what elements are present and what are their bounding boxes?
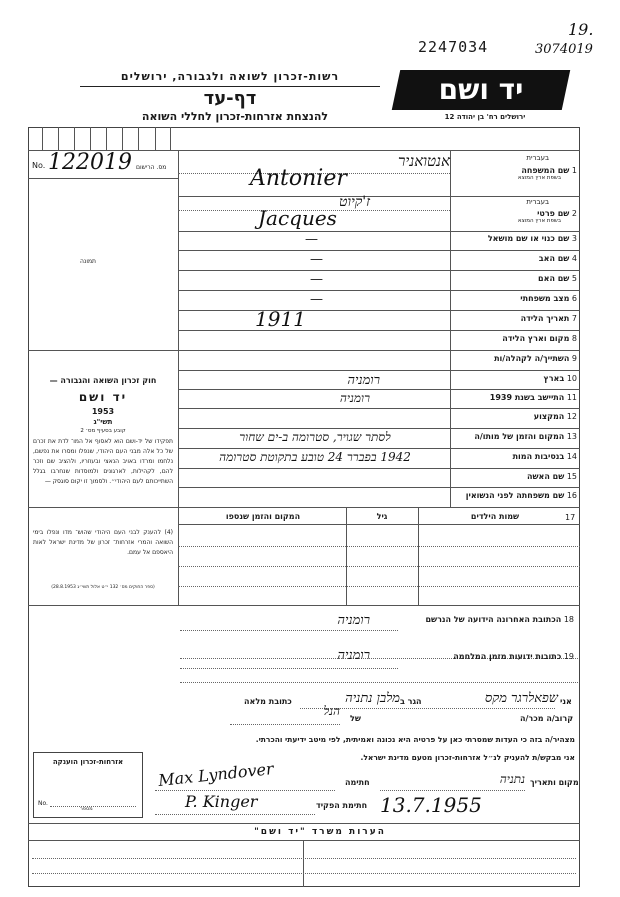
officer-signature-label: חתימת הפקיד: [316, 801, 368, 810]
field-7-label: [453, 314, 577, 323]
field-12-name: המקצוע: [533, 412, 565, 421]
law-text-2: (4) להענק לבני העם היהודי שהוש־ מדו ונפלו בימי השואה והמרי אזרחות־ זכרון של מדינת ישראל לאות היאספם אל עמם.: [33, 529, 173, 556]
field-3-name: שם כנוי או שם מושאל: [487, 234, 570, 243]
reg-no-label: No.: [32, 161, 46, 170]
officer-signature-value: P. Kinger: [185, 792, 258, 811]
field-9-name: השתייך/ה לקהלה/ות: [494, 354, 570, 363]
field-10-label: [453, 374, 577, 383]
field-1-sub: בשפת ארץ המוצא: [517, 175, 561, 181]
serial-number: 2247034: [418, 38, 489, 56]
children-col-place: המקום והזמן שנספו: [225, 512, 301, 521]
death-circumstances-value: 1942 בפברר 24 טובע בתקוטת סטרומה: [219, 450, 411, 464]
of-label: של: [350, 714, 361, 723]
law-year: 1953: [91, 407, 115, 416]
field-12-label: [453, 412, 577, 421]
relation-value: הנל: [323, 704, 340, 718]
field-18-num: 18: [563, 615, 574, 624]
form-title: דף-עד: [203, 88, 257, 109]
field-4-num: 4: [571, 254, 577, 263]
registration-number: 122019: [48, 150, 132, 175]
law-reference: (ספר החוקים מס׳ 132 י״ט אלול תשי״ג 28.8.1953): [51, 585, 155, 590]
authority-name: רשות-זכרון לשואה ולגבורה, ירושלים: [120, 70, 340, 83]
corner-number-top: 19.: [568, 20, 594, 39]
field-6-label: [453, 294, 577, 303]
request-text: אני מבקש/ת להעניק לנ״ל אזרחות-זכרון מטעם מדינת ישראל.: [360, 753, 575, 762]
surname-hebrew-value: אנטואניר: [398, 152, 450, 170]
field-5-num: 5: [571, 274, 577, 283]
field-1-label: [453, 154, 577, 181]
first-name-hebrew-value: ז'קיוט: [339, 194, 370, 210]
stamp-box-num-label: מספר: [80, 806, 93, 812]
field-13-num: 13: [566, 432, 577, 441]
field-8-name: מקום וארץ הלידה: [502, 334, 570, 343]
field-10-num: 10: [566, 374, 577, 383]
field-18-label: [360, 615, 574, 624]
field-19-label: [400, 652, 574, 661]
field-5-name: שם האם: [538, 274, 570, 283]
field-11-name: התיישב בשנת 1939: [489, 393, 565, 402]
law-title: חוק זכרון השואה והגבורה —: [49, 376, 157, 385]
place-date-label: מקום ותאריך: [530, 778, 579, 787]
reg-label: מס. הרישום: [136, 164, 167, 171]
marital-status-value: —: [310, 292, 323, 307]
field-19-num: 19: [563, 652, 574, 661]
field-16-label: [453, 491, 577, 500]
logo-address: ירושלים רח' בן יהודה 12: [444, 113, 526, 121]
signature-label: חתימה: [345, 778, 370, 787]
stamp-box-title: אזרחות-זכרון הוענקה: [52, 758, 124, 766]
children-col-age: גיל: [376, 512, 388, 521]
field-19-name: כתובות ידועות מזמן המלחמה: [453, 652, 562, 661]
relation-label: קרוב/ה מכר/ה: [520, 714, 574, 723]
field-13-label: [453, 432, 577, 441]
settled-1939-value: רומניה: [339, 391, 370, 405]
stamp-box-no: No.: [38, 800, 48, 807]
first-name-latin-value: Jacques: [258, 206, 337, 230]
field-3-num: 3: [571, 234, 577, 243]
field-13-name: המקום והזמן של מותו/ה: [474, 432, 565, 441]
photo-label: תמונה: [80, 258, 96, 265]
signature-value: Max Lyndover: [157, 759, 275, 790]
field-10-name: בארץ: [543, 374, 565, 383]
field-15-num: 15: [566, 472, 577, 481]
declarant-lives-label: הגר ב: [400, 697, 422, 706]
declarant-name-value: שפאלרגר מקס: [484, 691, 558, 706]
field-14-label: [453, 452, 577, 461]
field-1-name: שם המשפחה: [521, 166, 570, 175]
field-1-hebrew: בעברית: [526, 154, 549, 162]
field-11-label: [453, 393, 577, 402]
field-7-num: 7: [571, 314, 577, 323]
field-6-name: מצב משפחתי: [520, 294, 570, 303]
birth-date-value: 1911: [255, 307, 306, 331]
mother-name-value: —: [310, 272, 323, 287]
declarant-address-value: מלבן נתניה: [345, 691, 400, 706]
field-3-label: [453, 234, 577, 243]
law-hebyear: תשי"ג: [93, 418, 113, 426]
wartime-address-value: רומניה: [337, 648, 370, 663]
law-text-1: תפקידו של יד-ושם הוא לאסוף אל המו־ לדת את זכרם של כל אלה מבני העם היהודי, שנפלו ומסרו את נפשם, נלחמו ומרדו באויב הנאצי ובעוזריו, ולהציב שם וזכר להם, לקהילות, לארגונים ולמוסדות שנחרבו בגלל השתייכותם לעם היהודי״. ולסמוך זו יקוּם סוגסק —: [33, 438, 173, 485]
full-address-label: כתובת מלאה: [244, 697, 292, 706]
field-14-name: בנסיבות המות: [512, 452, 565, 461]
field-9-label: [453, 354, 577, 363]
field-4-label: [453, 254, 577, 263]
surname-latin-value: Antonier: [250, 166, 347, 191]
field-4-name: שם האב: [538, 254, 570, 263]
remarks-title: הערות משרד "יד ושם": [254, 827, 386, 837]
children-col-names: שמות הילדים: [470, 512, 520, 521]
field-2-sub: בשפת ארץ המוצא: [517, 218, 561, 224]
field-6-num: 6: [571, 294, 577, 303]
nickname-value: —: [305, 232, 318, 247]
field-2-name: שם פרטי: [537, 209, 570, 218]
father-name-value: —: [310, 252, 323, 267]
field-12-num: 12: [566, 412, 577, 421]
field-2-label: [453, 198, 577, 224]
field-1-num: 1: [571, 166, 577, 175]
law-section: קובע בסעיף מס׳ 2: [80, 428, 126, 434]
declaration-text: מצהיר/ה בזה כי העדות שמסרתי כאן על פרטיה היא נכונה ואמיתית, לפי מיטב ידיעתי והכרתי.: [255, 735, 575, 744]
field-8-label: [453, 334, 577, 343]
law-name: יד ושם: [78, 390, 128, 404]
date-value: 13.7.1955: [380, 793, 482, 817]
field-2-hebrew: בעברית: [526, 198, 549, 206]
field-9-num: 9: [571, 354, 577, 363]
field-7-name: תאריך הלידה: [520, 314, 570, 323]
last-address-value: רומניה: [337, 613, 370, 628]
country-value: רומניה: [347, 373, 380, 388]
field-15-label: [453, 472, 577, 481]
field-16-name: שם משפחתה לפני הנשואין: [465, 491, 565, 500]
field-14-num: 14: [566, 452, 577, 461]
field-16-num: 16: [566, 491, 577, 500]
form-subtitle: להנצחת אזרחות-זכרון לחללי השואה: [141, 110, 329, 123]
death-place-value: לסתר שגויר, סטרומה ב-ים שחור: [239, 430, 391, 444]
declarant-ani: אני: [560, 697, 572, 706]
corner-number-bottom: 3074019: [535, 42, 593, 57]
authority-rule: [80, 86, 380, 87]
place-value: נתניה: [499, 772, 525, 786]
field-5-label: [453, 274, 577, 283]
field-15-name: שם האשה: [526, 472, 565, 481]
field-17-num: 17: [565, 513, 576, 522]
logo-text: יד ושם: [438, 73, 524, 106]
field-11-num: 11: [566, 393, 577, 402]
field-18-name: הכתובת האחרונה הידועה של הנרשם: [425, 615, 562, 624]
field-2-num: 2: [571, 209, 577, 218]
field-8-num: 8: [571, 334, 577, 343]
